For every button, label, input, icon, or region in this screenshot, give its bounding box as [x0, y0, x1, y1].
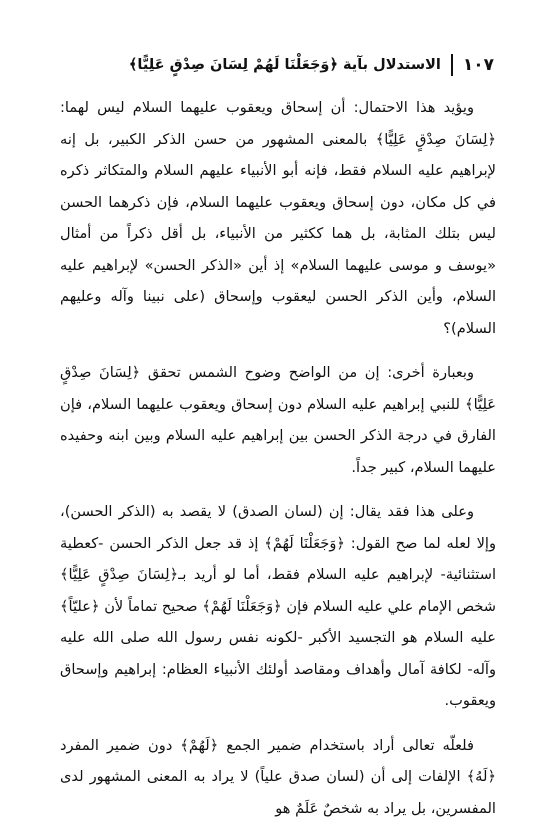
- page-body: [60, 92, 496, 824]
- paragraph: ويؤيد هذا الاحتمال: أن إسحاق ويعقوب عليهما السلام ليس لهما: ﴿لِسَانَ صِدْقٍ عَلِيًّا﴾ بالمعنى المشهور من حسن الذكر الكبير، بل إنه لإبراهيم عليه السلام فقط، فإنه أبو الأنبياء عليهم السلام والمتكاثر ذكره في كل مكان، دون إسحاق ويعقوب عليهما السلام، فإن ذكرهما الحسن ليس بتلك المثابة، بل هما ككثير من الأنبياء، بل أقل ذكراً من أمثال «يوسف و موسى عليهما السلام» إذ أين «الذكر الحسن» لإبراهيم عليه السلام، وأين الذكر الحسن ليعقوب وإسحاق (على نبينا وآله وعليهم السلام)؟: [60, 99, 496, 337]
- page-number: ١٠٧: [462, 55, 494, 75]
- paragraph: وبعبارة أخرى: إن من الواضح وضوح الشمس تحقق ﴿لِسَانَ صِدْقٍ عَلِيًّا﴾ للنبي إبراهيم عليه السلام دون إسحاق ويعقوب عليهما السلام، فإن الفارق في درجة الذكر الحسن بين إبراهيم عليه السلام وبين ابنه وحفيده عليهما السلام، كبير جداً.: [60, 364, 496, 476]
- running-header: [62, 52, 494, 78]
- running-title: الاستدلال بآية ﴿وَجَعَلْنَا لَهُمْ لِسَانَ صِدْقٍ عَلِيًّا﴾: [128, 57, 441, 73]
- paragraph: وعلى هذا فقد يقال: إن (لسان الصدق) لا يقصد به (الذكر الحسن)، وإلا لعله لما صح القول: ﴿وَجَعَلْنَا لَهُمْ﴾ إذ قد جعل الذكر الحسن -كعطية استثنائية- لإبراهيم عليه السلام فقط، أما لو أريد بـ﴿لِسَانَ صِدْقٍ عَلِيًّا﴾ شخص الإمام علي عليه السلام فإن ﴿وَجَعَلْنَا لَهُمْ﴾ صحيح تماماً لأن ﴿عليّاً﴾ عليه السلام هو التجسيد الأكبر -لكونه نفس رسول الله صلى الله عليه وآله- لكافة آمال وأهداف ومقاصد أولئك الأنبياء العظام: إبراهيم وإسحاق ويعقوب.: [60, 503, 496, 709]
- header-divider: [451, 54, 453, 76]
- paragraph: فلعلّه تعالى أراد باستخدام ضمير الجمع ﴿لَهُمْ﴾ دون ضمير المفرد ﴿لَهُ﴾ الإلفات إلى أن (لسان صدق علياً) لا يراد به المعنى المشهور لدى المفسرين، بل يراد به شخصٌ عَلَمٌ هو: [60, 736, 496, 817]
